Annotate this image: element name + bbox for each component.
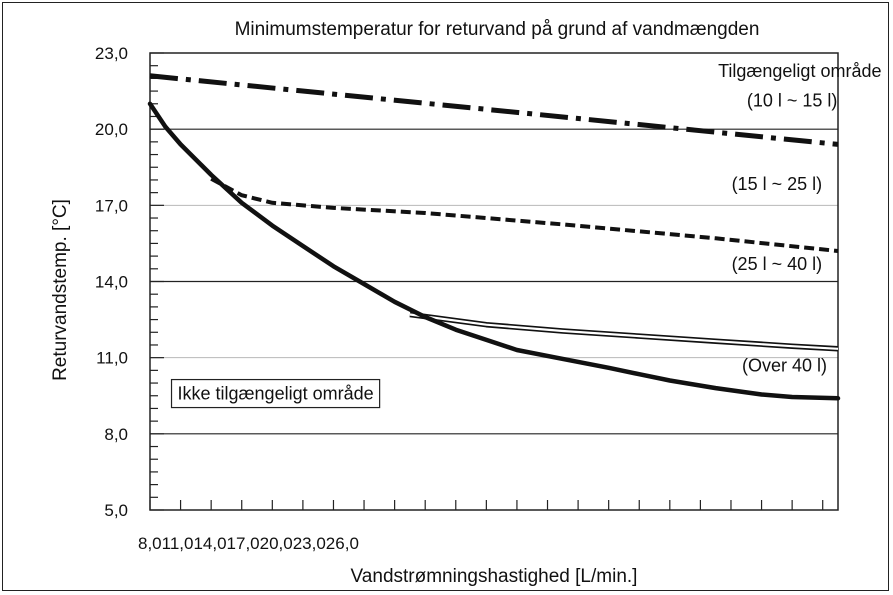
y-tick-label: 20,0 <box>94 120 128 140</box>
y-tick-label: 5,0 <box>104 501 128 520</box>
y-axis-title: Returvandstemp. [°C] <box>50 199 71 381</box>
x-ticks <box>150 500 823 510</box>
series-group <box>150 76 838 399</box>
chart-title: Minimumstemperatur for returvand på grund af vandmængden <box>234 19 760 40</box>
y-tick-label: 8,0 <box>104 424 128 444</box>
series-line-10-15 <box>150 76 838 145</box>
series-line-25-40 <box>410 315 838 349</box>
x-axis-title: Vandstrømningshastighed [L/min.] <box>350 566 638 587</box>
boxed-annotation-label: Ikke tilgængeligt område <box>177 383 374 404</box>
annotation-label: (15 l ~ 25 l) <box>731 174 823 195</box>
y-tick-label: 14,0 <box>94 272 128 292</box>
annotations <box>172 61 882 407</box>
y-tick-label: 11,0 <box>96 348 128 368</box>
annotation-label: Tilgængeligt område <box>718 61 882 82</box>
y-tick-label: 23,0 <box>94 44 128 63</box>
x-tick-labels: 8,011,014,017,020,023,026,0 <box>138 534 359 553</box>
series-line-over-40 <box>150 104 838 399</box>
annotation-label: (10 l ~ 15 l) <box>746 90 838 111</box>
y-tick-label: 17,0 <box>94 196 128 216</box>
annotation-label: (25 l ~ 40 l) <box>731 254 823 275</box>
y-ticks <box>95 44 164 520</box>
annotation-label: (Over 40 l) <box>741 355 828 376</box>
